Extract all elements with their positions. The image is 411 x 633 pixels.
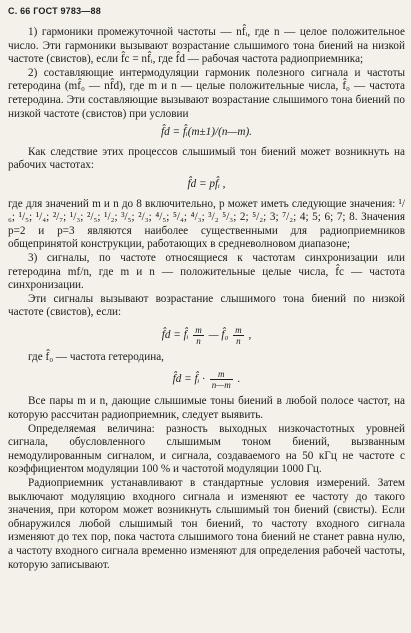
paragraph-5: 3) сигналы, по частоте относящиеся к частотам синхронизации или гетеродина mf/n, где m и n — положительные целые числа, f̂c — частота синхронизации. (8, 251, 405, 292)
formula-2: f̂d = pf̂ᵢ , (187, 177, 226, 190)
formula-4-lhs: f̂d = f̂ᵢ · (172, 373, 205, 386)
formula-4-fraction-num: m (210, 369, 233, 380)
formula-3-fraction-1-den: n (196, 335, 201, 346)
formula-3-lhs: f̂d = f̂ᵢ (161, 328, 189, 341)
formula-3-minus: — f̂₀ (208, 328, 229, 341)
formula-4 (8, 369, 405, 390)
paragraph-3: Как следствие этих процессов слышимый тон биений может возникнуть на рабочих частотах: (8, 145, 405, 172)
paragraph-4: где для значений m и n до 8 включительно, p может иметь следующие значения: ¹/₆; ¹/₅; ¹/₄; ²/₇; ¹/₃; ²/₅; ¹/₂; ³/₅; ²/₃; ⁴/₅; ⁵/₄; ⁴/₃; ³/₂ ⁵/₃; 2; ⁵/₂; 3; ⁷/₂; 4; 5; 6; 7; 8. Значения p=2 и p=3 являются наиболее существенными для радиоприемников общепринятой конструкции, работающих в средневолновом диапазоне; (8, 197, 405, 251)
formula-1: f̂d = f̂ᵢ(m±1)/(n—m). (161, 126, 252, 139)
paragraph-6: Эти сигналы вызывают возрастание слышимого тона биений по низкой частоте (свистов), если: (8, 292, 405, 319)
formula-3-fraction-1 (193, 325, 204, 346)
formula-3-fraction-1-num: m (195, 324, 202, 335)
formula-3 (8, 325, 405, 346)
formula-4-tail: . (237, 373, 241, 386)
formula-3-fraction-2-num: m (235, 324, 242, 335)
paragraph-8: Все пары m и n, дающие слышимые тоны биений в любой полосе частот, на которую рассчитан радиоприемник, следует выявить. (8, 395, 405, 422)
formula-3-tail: , (248, 328, 252, 341)
formula-4-fraction-den: n—m (211, 380, 231, 391)
paragraph-7: где f̂₀ — частота гетеродина, (28, 350, 164, 363)
paragraph-9: Определяемая величина: разность выходных низкочастотных уровней сигнала, обусловленного слышимым тоном биений, вызванным немодулированным сигналом, и сигнала, создаваемого на 50 кГц не частоте с коэффициентом модуляции 100 % и частотой модуляции 1000 Гц. (8, 422, 405, 476)
paragraph-10: Радиоприемник устанавливают в стандартные условия измерений. Затем выключают модуляцию входного сигнала и изменяют ее частоту до такого значения, при котором может возникнуть слышимый тон биений (свисты). Если обнаружился любой слышимый тон биений, то частоту входного сигнала изменяют до тех пор, пока частота слышимого тона биений не станет равна нулю, а частоту входного сигнала временно изменяют для определения рабочей частоты, которую записывают. (8, 477, 405, 571)
paragraph-1: 1) гармоники промежуточной частоты — nf̂ᵢ, где n — целое положительное число. Эти гармоники вызывают возрастание слышимого тона биений на низкой частоте (свистов), если f̂c = nf̂ᵢ, где f̂d — рабочая частота радиоприемника; (8, 26, 405, 66)
formula-4-fraction (210, 369, 233, 390)
page-header: С. 66 ГОСТ 9783—88 (8, 6, 101, 16)
formula-3-fraction-2 (233, 325, 244, 346)
paragraph-2: 2) составляющие интермодуляции гармоник полезного сигнала и частоты гетеродина (mf̂₀ — nf̂d), где m и n — целые положительные числа, f̂₀ — частота гетеродина. Эти составляющие вызывают возрастание слышимого тона биений по низкой частоте (свистов) при условии (8, 66, 405, 120)
document-body (8, 26, 405, 572)
formula-3-fraction-2-den: n (236, 335, 241, 346)
